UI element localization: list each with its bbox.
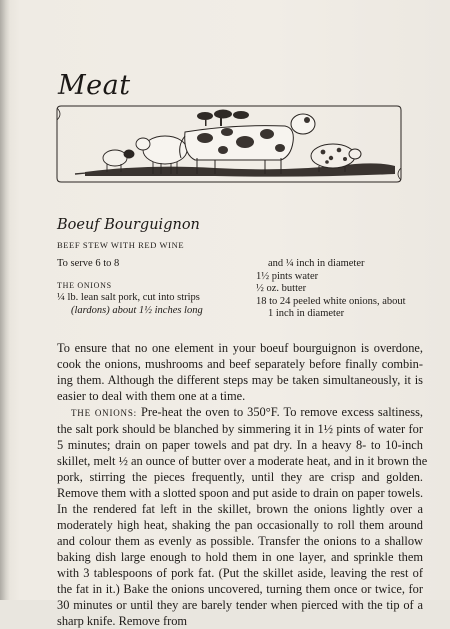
body-line: sharp knife. Remove from	[57, 614, 188, 628]
body-line: To ensure that no one element in your boeuf bourguignon is overdone,	[57, 341, 423, 355]
body-line: and colour them as evenly as possible. Transfer the onions to a shallow	[57, 534, 423, 548]
ingredient-line: (lardons) about 1½ inches long	[71, 304, 203, 316]
body-line: the salt pork should be blanched by simmering it in 1½ pints of water for	[57, 422, 423, 436]
body-line: pork, stirring the pieces frequently, until they are crisp and golden.	[57, 470, 423, 484]
ingredient-line: 18 to 24 peeled white onions, about	[256, 295, 406, 307]
body-line: Remove them with a slotted spoon and put aside to drain on paper towels.	[57, 486, 424, 500]
section-lead: THE ONIONS:	[71, 408, 137, 418]
body-line: ing them. Although the different steps may be taken simultaneously, it is	[57, 373, 423, 387]
recipe-subtitle: BEEF STEW WITH RED WINE	[57, 240, 185, 250]
body-line: Pre-heat the oven to 350°F. To remove excess saltiness,	[140, 405, 423, 419]
chapter-title: Meat	[58, 70, 131, 101]
ingredient-line: ¼ lb. lean salt pork, cut into strips	[57, 292, 200, 303]
spacer	[57, 271, 203, 280]
ingredient-line: ½ oz. butter	[256, 283, 307, 294]
body-line: the fat in it.) Bake the onions uncovered, turning them once or twice, for	[57, 582, 423, 596]
body-line: skillet, melt ½ an ounce of butter over a moderate heat, and in it brown the	[57, 454, 428, 468]
body-line: easier to deal with them one at a time.	[57, 389, 246, 403]
ingredient-line: To serve 6 to 8	[57, 258, 120, 269]
body-line: In the rendered fat left in the skillet, brown the onions lightly over a	[57, 502, 423, 516]
body-line: cook the onions, mushrooms and beef separately before finally combin-	[57, 357, 423, 371]
ingredient-heading: THE ONIONS	[57, 280, 112, 290]
body-line: 30 minutes or until they are barely tender when pierced with the tip of a	[57, 598, 423, 612]
ingredient-line: 1 inch in diameter	[268, 308, 345, 319]
recipe-body-text	[57, 340, 428, 629]
page-gutter-shadow	[0, 0, 10, 600]
ingredient-line: 1½ pints water	[256, 270, 319, 282]
body-line: baking dish large enough to hold them in one layer, and sprinkle them	[57, 550, 423, 564]
body-line: with 3 tablespoons of pork fat. (Put the skillet aside, leaving the rest of	[57, 566, 423, 580]
ingredients-left-column	[57, 258, 203, 317]
ingredients-right-column	[256, 258, 406, 321]
ingredient-line: and ¼ inch in diameter	[268, 258, 365, 269]
recipe-title: Boeuf Bourguignon	[57, 217, 200, 233]
farm-animals-illustration	[55, 102, 403, 186]
body-line: moderately high heat, shaking the pan occasionally to roll them around	[57, 518, 423, 532]
body-line: 5 minutes; drain on paper towels and pat dry. In a heavy 8- to 10-inch	[57, 438, 423, 452]
